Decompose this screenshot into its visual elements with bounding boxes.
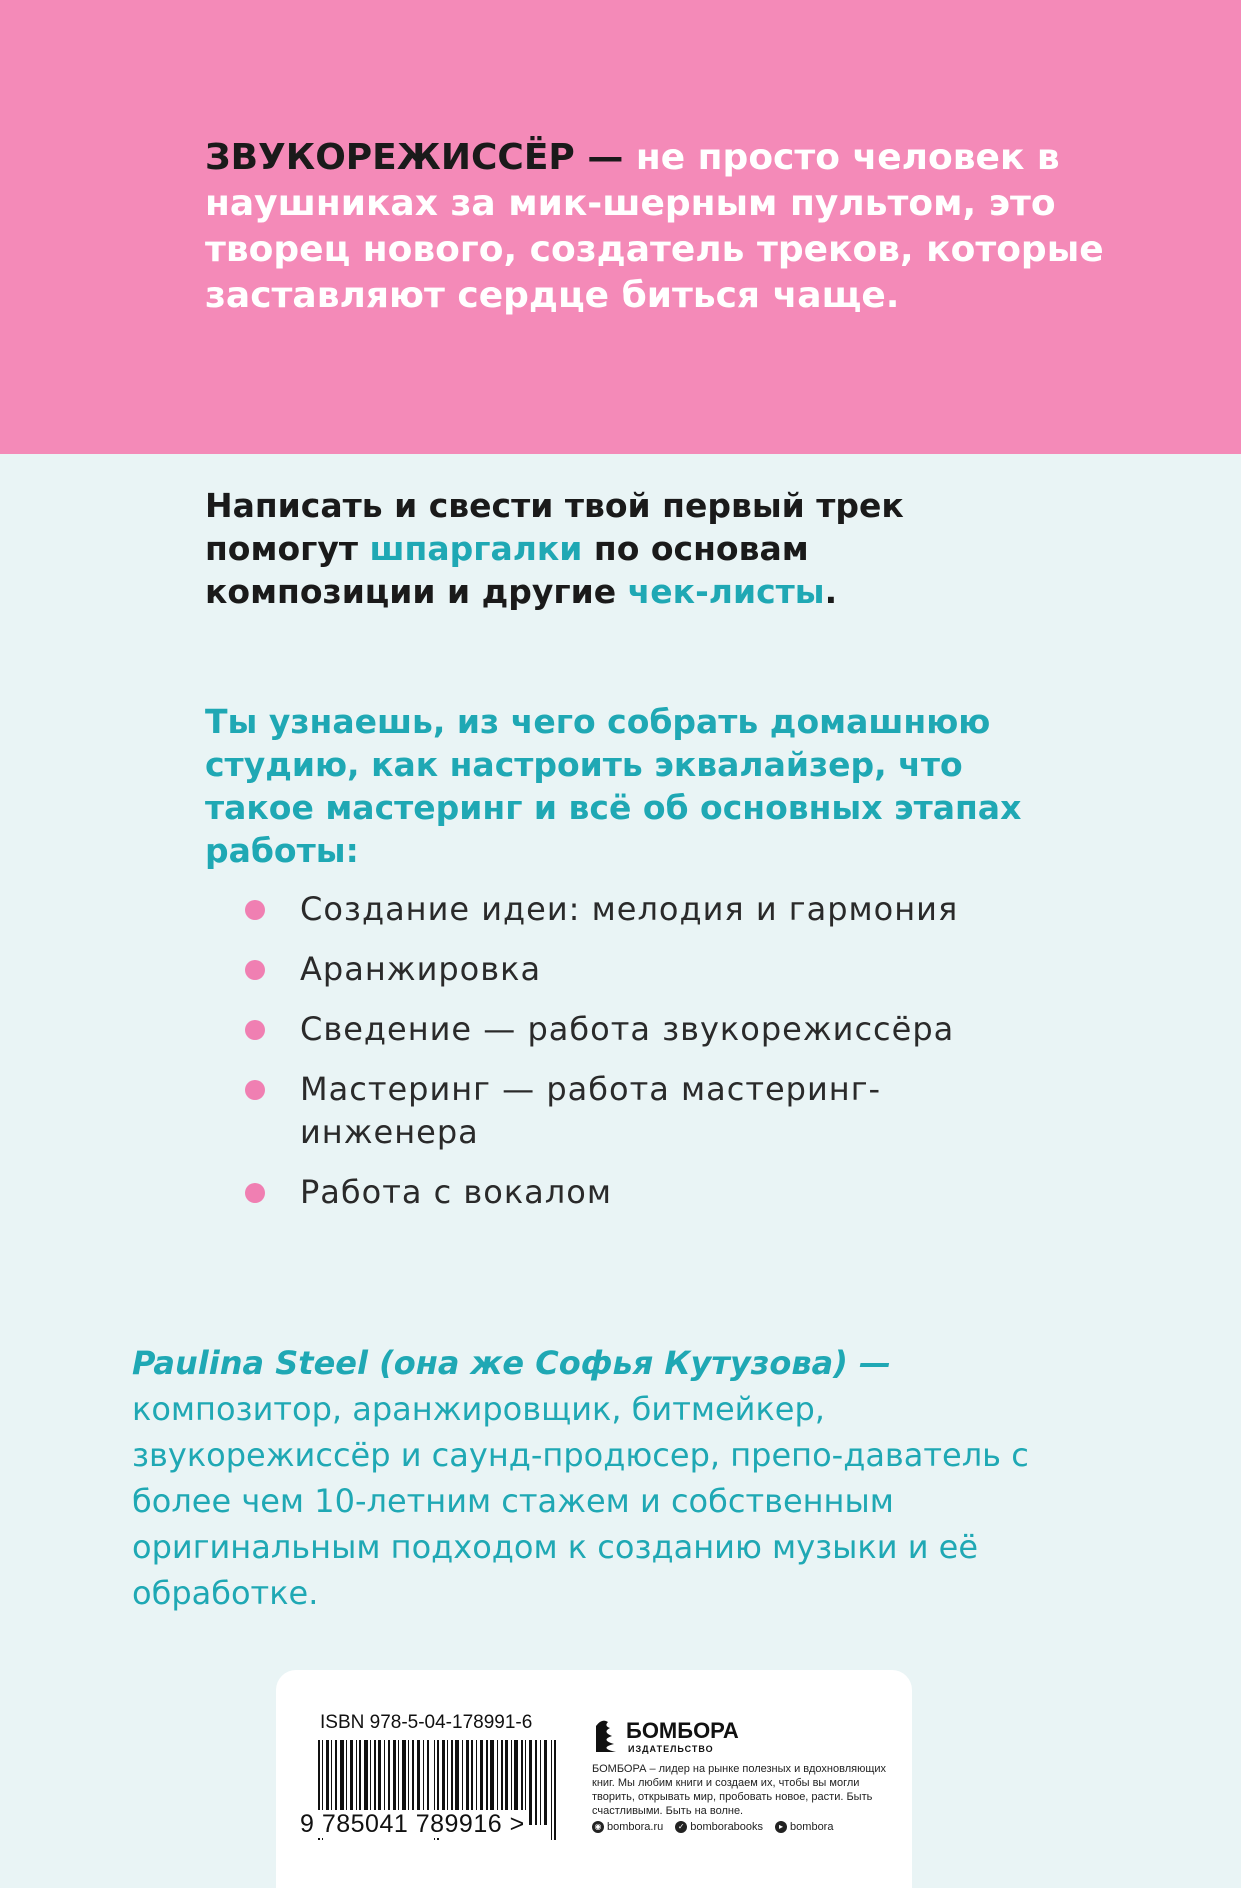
list-item [245, 1068, 1025, 1154]
intro-rest: не просто человек в наушниках за мик-шерным пультом, это творец нового, создатель треков, которые заставляют сердце биться чаще. [205, 137, 1104, 316]
list-item [245, 1008, 1025, 1051]
list-item-text: Создание идеи: мелодия и гармония [300, 890, 959, 928]
features-text-3: . [824, 572, 838, 611]
link-vk[interactable] [675, 1821, 763, 1833]
bullet-dot-icon [245, 1183, 265, 1203]
intro-lead: ЗВУКОРЕЖИССЁР — [205, 137, 624, 178]
publisher-name: БОМБОРА [626, 1718, 739, 1743]
list-item [245, 888, 1025, 931]
bullet-dot-icon [245, 1080, 265, 1100]
vk-icon: ✓ [675, 1821, 687, 1833]
isbn-number: ISBN 978-5-04-178991-6 [320, 1712, 533, 1733]
list-item-text: Работа с вокалом [300, 1173, 612, 1211]
features-highlight-cheatsheets: шпаргалки [369, 529, 583, 568]
publisher-subtitle: ИЗДАТЕЛЬСТВО [628, 1744, 714, 1754]
publisher-links [592, 1821, 902, 1833]
bombora-logo-icon [592, 1716, 622, 1756]
author-bio [132, 1340, 1092, 1616]
link-site[interactable] [592, 1821, 663, 1833]
social-icon: ▸ [775, 1821, 787, 1833]
globe-icon: ◉ [592, 1821, 604, 1833]
author-bio-text: композитор, аранжировщик, битмейкер, звукорежиссёр и саунд-продюсер, препо-даватель с более чем 10-летним стажем и собственным оригинальным подходом к созданию музыки и её обработке. [132, 1390, 1029, 1612]
features-highlight-checklists: чек-листы [627, 572, 825, 611]
features-text-2: по основам композиции и другие [205, 529, 809, 611]
barcode-digits [298, 1810, 578, 1839]
bullet-dot-icon [245, 900, 265, 920]
features-text-1: Написать и свести твой первый трек помогут [205, 486, 904, 568]
link-site-text: bombora.ru [607, 1821, 664, 1833]
stages-list [245, 888, 1025, 1231]
bullet-dot-icon [245, 960, 265, 980]
list-item-text: Мастеринг — работа мастеринг-инженера [300, 1070, 882, 1151]
list-item [245, 1171, 1025, 1214]
list-item-text: Сведение — работа звукорежиссёра [300, 1010, 955, 1048]
author-name: Paulina Steel (она же Софья Кутузова) — [132, 1344, 891, 1382]
intro-paragraph [205, 135, 1105, 319]
list-item [245, 948, 1025, 991]
features-paragraph [205, 484, 1025, 613]
link-social-text: bombora [790, 1821, 834, 1833]
bullet-dot-icon [245, 1020, 265, 1040]
publisher-description: БОМБОРА – лидер на рынке полезных и вдохновляющих книг. Мы любим книги и создаем их, чтобы вы могли творить, открывать мир, пробовать новое, расти. Быть счастливыми. Быть на волне. [592, 1763, 887, 1817]
link-vk-text: bomborabooks [690, 1821, 764, 1833]
barcode-digits-text: 9 785041 789916 > [300, 1810, 525, 1838]
list-item-text: Аранжировка [300, 950, 542, 988]
link-social[interactable] [775, 1821, 833, 1833]
learn-paragraph: Ты узнаешь, из чего собрать домашнюю студию, как настроить эквалайзер, что такое мастеринг и всё об основных этапах работы: [205, 702, 1022, 870]
